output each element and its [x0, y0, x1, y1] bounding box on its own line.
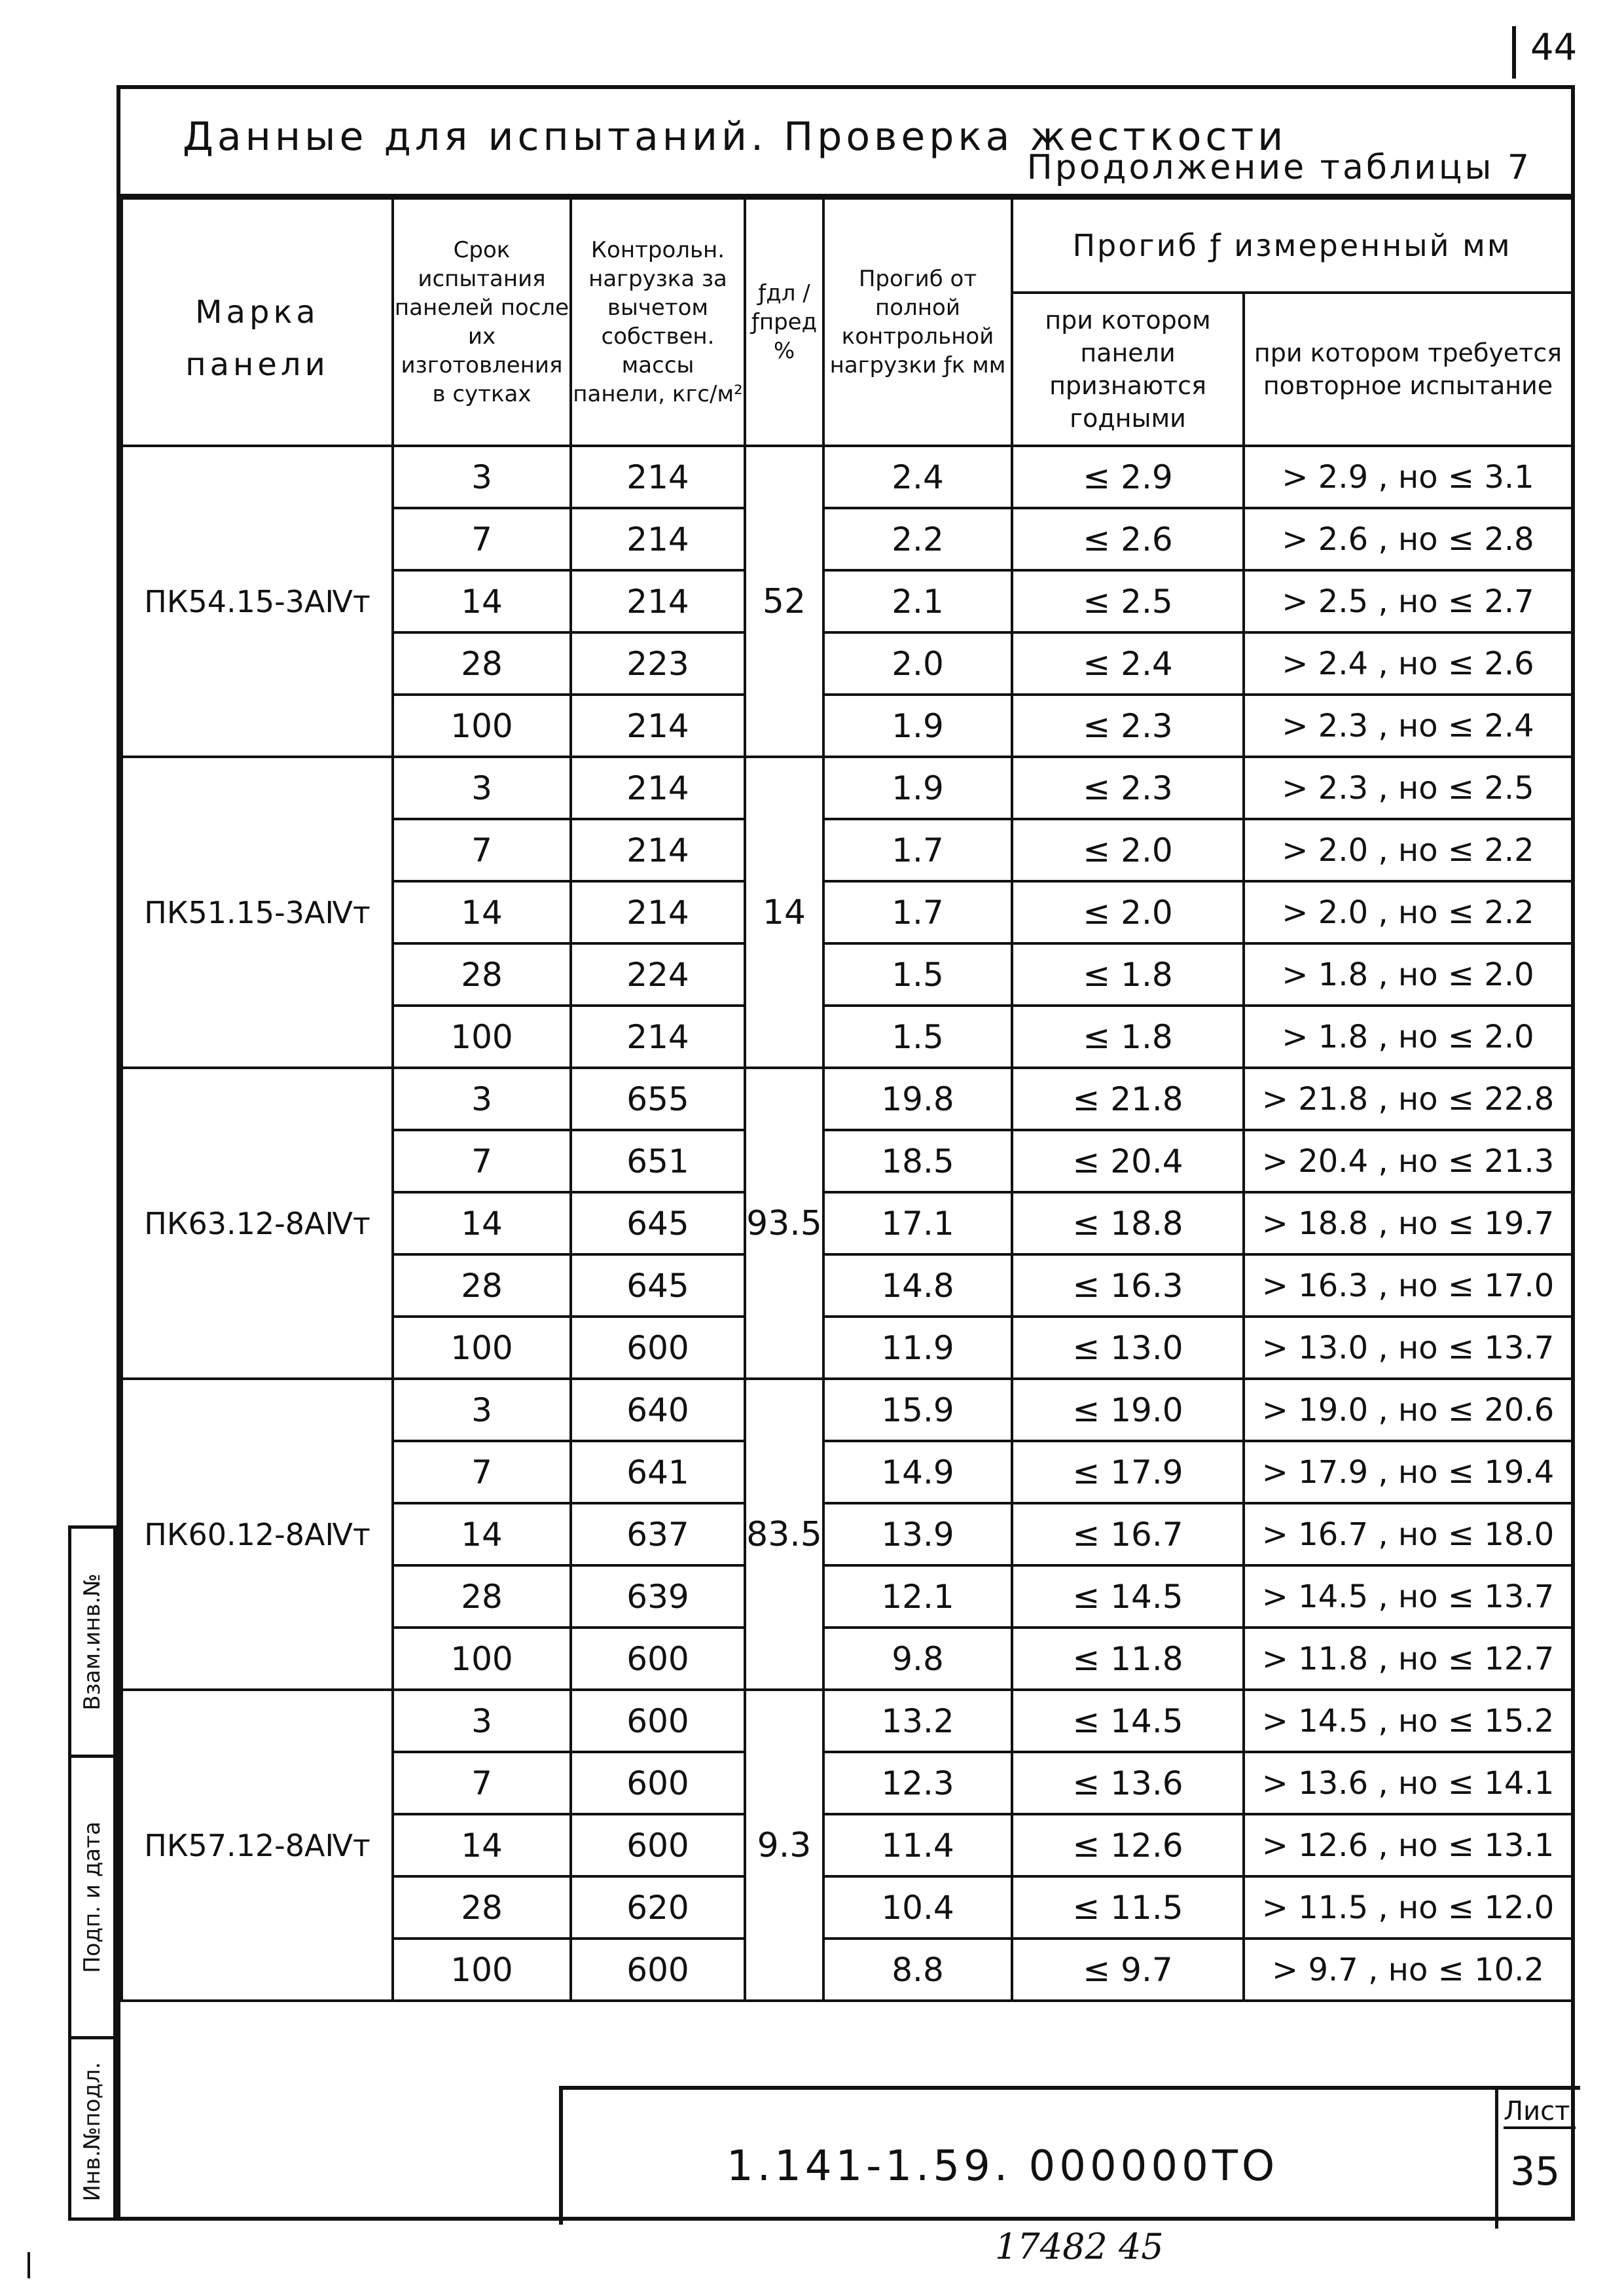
- retest-range-cell: > 12.6 , но ≤ 13.1: [1244, 1814, 1572, 1876]
- test-age-cell: 100: [393, 1628, 571, 1690]
- test-age-cell: 3: [393, 1068, 571, 1130]
- fit-limit-cell: ≤ 16.3: [1012, 1254, 1244, 1317]
- ratio-cell: 83.5: [745, 1379, 823, 1690]
- control-load-cell: 655: [571, 1068, 745, 1130]
- retest-range-cell: > 2.9 , но ≤ 3.1: [1244, 446, 1572, 508]
- test-age-cell: 3: [393, 1379, 571, 1441]
- header-mark: Марка панели: [122, 198, 393, 446]
- retest-range-cell: > 13.6 , но ≤ 14.1: [1244, 1752, 1572, 1814]
- deflection-cell: 9.8: [823, 1628, 1012, 1690]
- table-row: [122, 1068, 1572, 1130]
- control-load-cell: 223: [571, 632, 745, 695]
- fit-limit-cell: ≤ 20.4: [1012, 1130, 1244, 1192]
- control-load-cell: 214: [571, 1006, 745, 1068]
- test-age-cell: 7: [393, 1752, 571, 1814]
- control-load-cell: 620: [571, 1876, 745, 1939]
- fit-limit-cell: ≤ 1.8: [1012, 943, 1244, 1006]
- deflection-cell: 1.7: [823, 819, 1012, 881]
- retest-range-cell: > 1.8 , но ≤ 2.0: [1244, 943, 1572, 1006]
- test-age-cell: 100: [393, 695, 571, 757]
- retest-range-cell: > 1.8 , но ≤ 2.0: [1244, 1006, 1572, 1068]
- fit-limit-cell: ≤ 21.8: [1012, 1068, 1244, 1130]
- test-age-cell: 28: [393, 632, 571, 695]
- side-label-replacement: Взам.инв.№: [79, 1573, 105, 1711]
- table-row: [122, 1690, 1572, 1752]
- header-row-1: [122, 198, 1572, 293]
- deflection-cell: 2.0: [823, 632, 1012, 695]
- retest-range-cell: > 2.0 , но ≤ 2.2: [1244, 881, 1572, 943]
- deflection-cell: 13.9: [823, 1503, 1012, 1565]
- fit-limit-cell: ≤ 1.8: [1012, 1006, 1244, 1068]
- deflection-cell: 14.9: [823, 1441, 1012, 1503]
- deflection-cell: 1.5: [823, 943, 1012, 1006]
- test-age-cell: 7: [393, 1130, 571, 1192]
- retest-range-cell: > 2.3 , но ≤ 2.4: [1244, 695, 1572, 757]
- control-load-cell: 214: [571, 881, 745, 943]
- control-load-cell: 651: [571, 1130, 745, 1192]
- control-load-cell: 214: [571, 757, 745, 819]
- ratio-cell: 93.5: [745, 1068, 823, 1379]
- fit-limit-cell: ≤ 11.8: [1012, 1628, 1244, 1690]
- test-age-cell: 14: [393, 570, 571, 632]
- handwritten-number: 17482 45: [995, 2226, 1164, 2267]
- header-fit: при котором панели признаются годными: [1012, 293, 1244, 446]
- control-load-cell: 214: [571, 570, 745, 632]
- deflection-cell: 10.4: [823, 1876, 1012, 1939]
- fit-limit-cell: ≤ 2.6: [1012, 508, 1244, 570]
- control-load-cell: 645: [571, 1254, 745, 1317]
- deflection-cell: 2.1: [823, 570, 1012, 632]
- sheet-box: [1495, 2090, 1580, 2229]
- control-load-cell: 224: [571, 943, 745, 1006]
- panel-mark: ПК57.12-8АⅣт: [122, 1690, 393, 2001]
- ratio-cell: 52: [745, 446, 823, 757]
- control-load-cell: 600: [571, 1814, 745, 1876]
- control-load-cell: 600: [571, 1939, 745, 2001]
- deflection-cell: 1.7: [823, 881, 1012, 943]
- fit-limit-cell: ≤ 13.0: [1012, 1317, 1244, 1379]
- control-load-cell: 637: [571, 1503, 745, 1565]
- header-measured: Прогиб ƒ измеренный мм: [1012, 198, 1572, 293]
- retest-range-cell: > 11.5 , но ≤ 12.0: [1244, 1876, 1572, 1939]
- deflection-cell: 2.2: [823, 508, 1012, 570]
- title-row: [120, 89, 1571, 197]
- test-age-cell: 3: [393, 1690, 571, 1752]
- retest-range-cell: > 2.0 , но ≤ 2.2: [1244, 819, 1572, 881]
- deflection-cell: 14.8: [823, 1254, 1012, 1317]
- test-age-cell: 100: [393, 1939, 571, 2001]
- control-load-cell: 641: [571, 1441, 745, 1503]
- retest-range-cell: > 18.8 , но ≤ 19.7: [1244, 1192, 1572, 1254]
- retest-range-cell: > 20.4 , но ≤ 21.3: [1244, 1130, 1572, 1192]
- fit-limit-cell: ≤ 11.5: [1012, 1876, 1244, 1939]
- ratio-cell: 9.3: [745, 1690, 823, 2001]
- control-load-cell: 214: [571, 508, 745, 570]
- retest-range-cell: > 21.8 , но ≤ 22.8: [1244, 1068, 1572, 1130]
- deflection-cell: 18.5: [823, 1130, 1012, 1192]
- header-deflection-full: Прогиб от полной контрольной нагрузки ƒк мм: [823, 198, 1012, 446]
- stamp-box: [559, 2086, 1580, 2225]
- side-stamp: [68, 1525, 117, 2221]
- control-load-cell: 214: [571, 446, 745, 508]
- test-age-cell: 100: [393, 1006, 571, 1068]
- ratio-cell: 14: [745, 757, 823, 1068]
- fit-limit-cell: ≤ 19.0: [1012, 1379, 1244, 1441]
- test-age-cell: 14: [393, 1814, 571, 1876]
- fit-limit-cell: ≤ 14.5: [1012, 1690, 1244, 1752]
- deflection-cell: 1.9: [823, 695, 1012, 757]
- test-age-cell: 28: [393, 943, 571, 1006]
- panel-mark: ПК54.15-3АⅣт: [122, 446, 393, 757]
- test-age-cell: 14: [393, 881, 571, 943]
- test-age-cell: 3: [393, 757, 571, 819]
- side-cell-replacement: [71, 1529, 113, 1758]
- page-title: Данные для испытаний. Проверка жесткости: [183, 114, 1288, 160]
- retest-range-cell: > 11.8 , но ≤ 12.7: [1244, 1628, 1572, 1690]
- deflection-cell: 11.4: [823, 1814, 1012, 1876]
- deflection-cell: 19.8: [823, 1068, 1012, 1130]
- deflection-cell: 12.3: [823, 1752, 1012, 1814]
- sheet-number: 35: [1510, 2149, 1561, 2195]
- fit-limit-cell: ≤ 9.7: [1012, 1939, 1244, 2001]
- retest-range-cell: > 2.6 , но ≤ 2.8: [1244, 508, 1572, 570]
- deflection-cell: 1.5: [823, 1006, 1012, 1068]
- control-load-cell: 600: [571, 1317, 745, 1379]
- deflection-cell: 12.1: [823, 1565, 1012, 1628]
- table-row: [122, 1379, 1572, 1441]
- control-load-cell: 640: [571, 1379, 745, 1441]
- page-number: 44: [1512, 26, 1577, 79]
- panel-mark: ПК60.12-8АⅣт: [122, 1379, 393, 1690]
- retest-range-cell: > 2.5 , но ≤ 2.7: [1244, 570, 1572, 632]
- retest-range-cell: > 17.9 , но ≤ 19.4: [1244, 1441, 1572, 1503]
- control-load-cell: 645: [571, 1192, 745, 1254]
- control-load-cell: 600: [571, 1628, 745, 1690]
- title-block: [120, 2027, 1571, 2223]
- fit-limit-cell: ≤ 2.0: [1012, 819, 1244, 881]
- table-body: [122, 446, 1572, 2001]
- deflection-cell: 2.4: [823, 446, 1012, 508]
- side-label-original: Инв.№подл.: [79, 2062, 105, 2202]
- retest-range-cell: > 19.0 , но ≤ 20.6: [1244, 1379, 1572, 1441]
- header-retest: при котором требуется повторное испытание: [1244, 293, 1572, 446]
- panel-mark: ПК51.15-3АⅣт: [122, 757, 393, 1068]
- deflection-cell: 17.1: [823, 1192, 1012, 1254]
- side-cell-original: [71, 2039, 113, 2224]
- control-load-cell: 600: [571, 1690, 745, 1752]
- retest-range-cell: > 2.3 , но ≤ 2.5: [1244, 757, 1572, 819]
- fit-limit-cell: ≤ 17.9: [1012, 1441, 1244, 1503]
- fit-limit-cell: ≤ 2.3: [1012, 695, 1244, 757]
- test-age-cell: 28: [393, 1876, 571, 1939]
- deflection-cell: 8.8: [823, 1939, 1012, 2001]
- control-load-cell: 214: [571, 695, 745, 757]
- fit-limit-cell: ≤ 2.5: [1012, 570, 1244, 632]
- side-cell-signature: [71, 1758, 113, 2039]
- header-ratio: ƒдл / ƒпред %: [745, 198, 823, 446]
- header-test-age: Срок испытания панелей после их изготовления в сутках: [393, 198, 571, 446]
- test-age-cell: 3: [393, 446, 571, 508]
- fit-limit-cell: ≤ 2.9: [1012, 446, 1244, 508]
- panel-mark: ПК63.12-8АⅣт: [122, 1068, 393, 1379]
- stiffness-test-table: [120, 197, 1574, 2002]
- fit-limit-cell: ≤ 2.0: [1012, 881, 1244, 943]
- deflection-cell: 13.2: [823, 1690, 1012, 1752]
- test-age-cell: 14: [393, 1192, 571, 1254]
- fit-limit-cell: ≤ 13.6: [1012, 1752, 1244, 1814]
- document-frame: [117, 85, 1575, 2221]
- table-continuation-label: Продолжение таблицы 7: [1026, 148, 1532, 187]
- fit-limit-cell: ≤ 12.6: [1012, 1814, 1244, 1876]
- fit-limit-cell: ≤ 14.5: [1012, 1565, 1244, 1628]
- retest-range-cell: > 13.0 , но ≤ 13.7: [1244, 1317, 1572, 1379]
- table-row: [122, 757, 1572, 819]
- retest-range-cell: > 2.4 , но ≤ 2.6: [1244, 632, 1572, 695]
- retest-range-cell: > 16.7 , но ≤ 18.0: [1244, 1503, 1572, 1565]
- sheet-label: Лист: [1504, 2096, 1576, 2129]
- retest-range-cell: > 16.3 , но ≤ 17.0: [1244, 1254, 1572, 1317]
- retest-range-cell: > 9.7 , но ≤ 10.2: [1244, 1939, 1572, 2001]
- deflection-cell: 1.9: [823, 757, 1012, 819]
- test-age-cell: 7: [393, 819, 571, 881]
- retest-range-cell: > 14.5 , но ≤ 15.2: [1244, 1690, 1572, 1752]
- test-age-cell: 7: [393, 1441, 571, 1503]
- test-age-cell: 28: [393, 1254, 571, 1317]
- deflection-cell: 11.9: [823, 1317, 1012, 1379]
- test-age-cell: 7: [393, 508, 571, 570]
- header-control-load: Контрольн. нагрузка за вычетом собствен. массы панели, кгс/м²: [571, 198, 745, 446]
- control-load-cell: 600: [571, 1752, 745, 1814]
- fit-limit-cell: ≤ 18.8: [1012, 1192, 1244, 1254]
- retest-range-cell: > 14.5 , но ≤ 13.7: [1244, 1565, 1572, 1628]
- test-age-cell: 28: [393, 1565, 571, 1628]
- fit-limit-cell: ≤ 2.3: [1012, 757, 1244, 819]
- deflection-cell: 15.9: [823, 1379, 1012, 1441]
- document-code: 1.141-1.59. 000000ТО: [727, 2142, 1279, 2191]
- side-label-signature: Подп. и дата: [79, 1821, 105, 1973]
- fit-limit-cell: ≤ 16.7: [1012, 1503, 1244, 1565]
- margin-tick: [27, 2252, 30, 2278]
- test-age-cell: 100: [393, 1317, 571, 1379]
- control-load-cell: 214: [571, 819, 745, 881]
- control-load-cell: 639: [571, 1565, 745, 1628]
- fit-limit-cell: ≤ 2.4: [1012, 632, 1244, 695]
- table-row: [122, 446, 1572, 508]
- test-age-cell: 14: [393, 1503, 571, 1565]
